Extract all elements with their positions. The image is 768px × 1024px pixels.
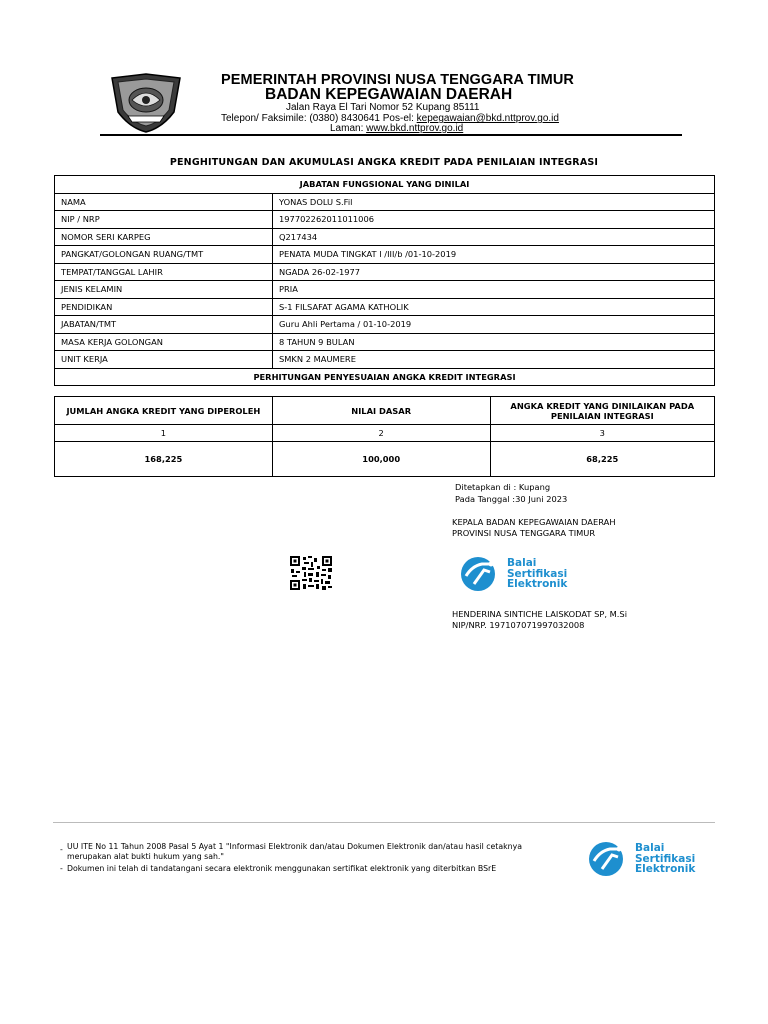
table-row — [55, 298, 715, 316]
document-title: PENGHITUNGAN DAN AKUMULASI ANGKA KREDIT PADA PENILAIAN INTEGRASI — [169, 157, 599, 168]
row-value: 197702262011011006 — [273, 211, 715, 229]
place-of-issue: Ditetapkan di : Kupang — [455, 482, 551, 492]
signer-office-line1: KEPALA BADAN KEPEGAWAIAN DAERAH — [452, 517, 616, 527]
column-header: JUMLAH ANGKA KREDIT YANG DIPEROLEH — [55, 397, 273, 425]
letterhead — [0, 0, 768, 140]
row-value: NGADA 26-02-1977 — [273, 263, 715, 281]
row-label: NOMOR SERI KARPEG — [55, 228, 273, 246]
row-value: PENATA MUDA TINGKAT I /III/b /01-10-2019 — [273, 246, 715, 264]
column-number: 2 — [272, 425, 490, 442]
section-heading: PERHITUNGAN PENYESUAIAN ANGKA KREDIT INTEGRASI — [55, 368, 715, 386]
credit-calculation-table — [54, 396, 715, 477]
column-header: ANGKA KREDIT YANG DINILAIKAN PADA PENILAIAN INTEGRASI — [490, 397, 714, 425]
phone-fax-text: Telepon/ Faksimile: (0380) 8430641 Pos-el: — [221, 113, 417, 124]
signer-name: HENDERINA SINTICHE LAISKODAT SP, M.Si — [452, 609, 628, 619]
footer-bsre-logo — [588, 841, 708, 879]
column-number: 3 — [490, 425, 714, 442]
footer-bullet-1: - — [60, 845, 63, 854]
table-heading: JABATAN FUNGSIONAL YANG DINILAI — [55, 176, 715, 194]
row-label: JENIS KELAMIN — [55, 281, 273, 299]
row-label: UNIT KERJA — [55, 351, 273, 369]
bsre-logo — [460, 556, 580, 594]
provincial-emblem-icon — [108, 72, 184, 134]
footer-bullet-2: - — [60, 864, 63, 873]
row-value: PRIA — [273, 281, 715, 299]
row-label: NAMA — [55, 193, 273, 211]
agency-address: Jalan Raya El Tari Nomor 52 Kupang 85111 — [286, 102, 480, 113]
agency-name: BADAN KEPEGAWAIAN DAERAH — [265, 86, 513, 103]
website-label: Laman: — [330, 123, 367, 134]
row-value: Guru Ahli Pertama / 01-10-2019 — [273, 316, 715, 334]
table-row — [55, 333, 715, 351]
row-label: PENDIDIKAN — [55, 298, 273, 316]
date-of-issue: Pada Tanggal :30 Juni 2023 — [455, 494, 568, 504]
qr-code-icon[interactable] — [290, 556, 332, 590]
row-value: Q217434 — [273, 228, 715, 246]
footer-divider — [53, 822, 715, 823]
bsre-line1: Balai — [507, 557, 537, 569]
column-header: NILAI DASAR — [272, 397, 490, 425]
table-row — [55, 228, 715, 246]
email-link[interactable]: kepegawaian@bkd.nttprov.go.id — [416, 113, 559, 124]
row-label: PANGKAT/GOLONGAN RUANG/TMT — [55, 246, 273, 264]
bsre-line2: Sertifikasi — [635, 852, 696, 865]
footer-note-1b: merupakan alat bukti hukum yang sah." — [67, 852, 224, 861]
bsre-emblem-icon — [460, 556, 500, 592]
column-number: 1 — [55, 425, 273, 442]
employee-info-table — [54, 175, 715, 386]
header-divider — [100, 134, 682, 136]
footer-note-1a: UU ITE No 11 Tahun 2008 Pasal 5 Ayat 1 "Informasi Elektronik dan/atau Dokumen Elektronik dan/atau hasil cetaknya — [67, 842, 522, 851]
bsre-line2: Sertifikasi — [507, 567, 568, 580]
row-label: TEMPAT/TANGGAL LAHIR — [55, 263, 273, 281]
signer-nip: NIP/NRP. 197107071997032008 — [452, 620, 585, 630]
bsre-line3: Elektronik — [507, 578, 568, 591]
table-row — [55, 316, 715, 334]
website-link[interactable]: www.bkd.nttprov.go.id — [366, 123, 464, 134]
integrated-credit-value: 68,225 — [490, 442, 714, 477]
table-row — [55, 211, 715, 229]
row-value: SMKN 2 MAUMERE — [273, 351, 715, 369]
row-value: YONAS DOLU S.Fil — [273, 193, 715, 211]
table-row — [55, 351, 715, 369]
footer-note-2: Dokumen ini telah di tandatangani secara elektronik menggunakan sertifikat elektronik yang diterbitkan BSrE — [67, 864, 497, 873]
table-row — [55, 263, 715, 281]
agency-website — [330, 123, 463, 134]
row-label: MASA KERJA GOLONGAN — [55, 333, 273, 351]
table-row — [55, 281, 715, 299]
signer-office-line2: PROVINSI NUSA TENGGARA TIMUR — [452, 528, 596, 538]
bsre-emblem-icon — [588, 841, 628, 877]
government-name: PEMERINTAH PROVINSI NUSA TENGGARA TIMUR — [221, 72, 574, 88]
total-credit-value: 168,225 — [55, 442, 273, 477]
row-label: JABATAN/TMT — [55, 316, 273, 334]
row-label: NIP / NRP — [55, 211, 273, 229]
bsre-line3: Elektronik — [635, 863, 696, 876]
base-value: 100,000 — [272, 442, 490, 477]
table-row — [55, 193, 715, 211]
row-value: 8 TAHUN 9 BULAN — [273, 333, 715, 351]
row-value: S-1 FILSAFAT AGAMA KATHOLIK — [273, 298, 715, 316]
bsre-line1: Balai — [635, 842, 665, 854]
table-row — [55, 246, 715, 264]
